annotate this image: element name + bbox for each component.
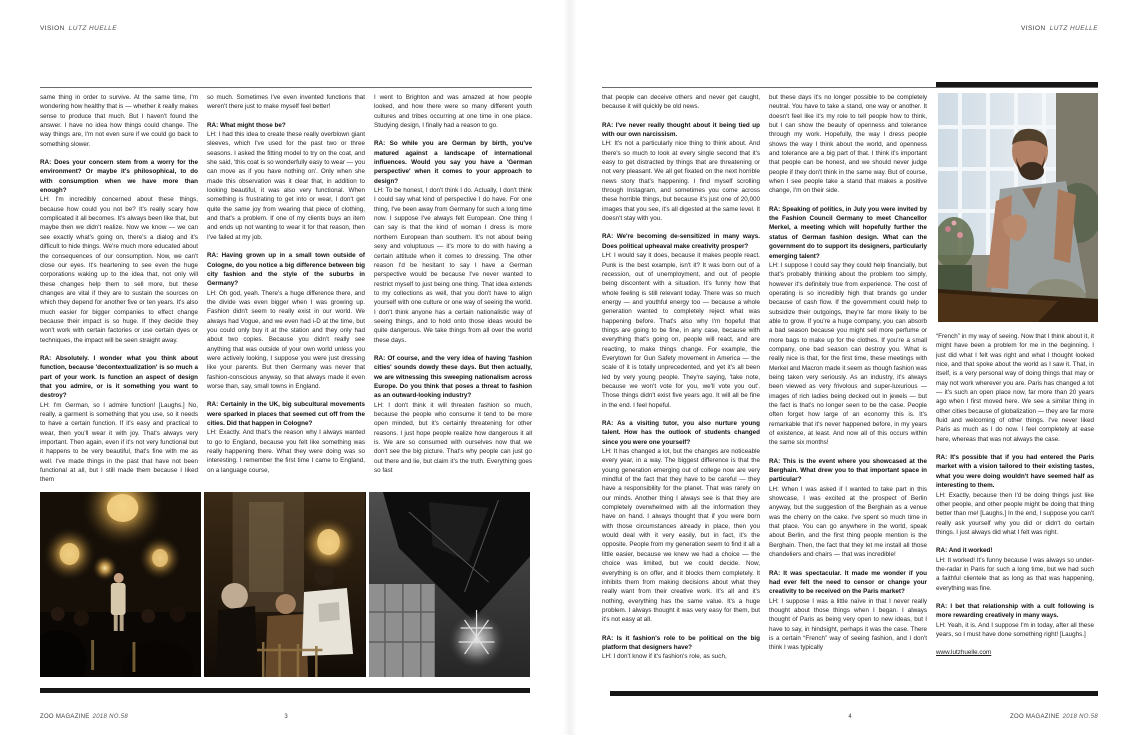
interview-question: RA: And it worked! bbox=[936, 547, 993, 555]
page-left bbox=[40, 0, 532, 735]
interview-question: RA: I've never really thought about it being tied up with our own narcissism. bbox=[602, 121, 760, 139]
interview-question: RA: It's possible that if you had entered the Paris market with a vision tailored to their existing tastes, what you were doing wouldn't have seemed half as interesting to them. bbox=[936, 454, 1094, 490]
magazine-name: ZOO MAGAZINE 2018 NO.58 bbox=[1010, 714, 1098, 720]
interview-question: RA: This is the event where you showcased at the Berghain. What drew you to that important space in particular? bbox=[769, 457, 927, 484]
interview-answer: LH: I suppose I was a little naïve in that I never really thought about those things when I began. I always thought of Paris as being very open to new ideas, but I have to say, in hindsight, perhaps it was the case. There is a certain “French” way of seeing fashion, and I don't think I was typically bbox=[769, 597, 927, 652]
article-columns-left bbox=[40, 93, 532, 488]
interview-question: RA: It was spectacular. It made me wonder if you had ever felt the need to censor or change your creativity to be received on the Paris market? bbox=[769, 569, 927, 596]
interview-question: RA: Is it fashion's role to be political on the big platform that designers have? bbox=[602, 634, 760, 651]
text-column-1 bbox=[40, 93, 198, 488]
interview-question: RA: So while you are German by birth, you've matured against a landscape of international influences. Would you say you have a 'German perspective' when it comes to your approach to design? bbox=[374, 140, 532, 185]
interview-question: RA: Absolutely. I wonder what you think about function, because 'decontextualization' is so much a part of your work. Is function an aspect of design that you admire, or is it something you want to destroy? bbox=[40, 354, 198, 400]
interview-question: RA: Certainly in the UK, big subcultural movements were sparked in places that seemed cut off from the cities. Did that happen in Cologne? bbox=[207, 401, 365, 427]
page-gutter bbox=[563, 0, 577, 735]
interview-answer: LH: Yeah, it is. And I suppose I'm in today, after all these years, so I must have done something right! [Laughs.] bbox=[936, 621, 1094, 638]
photo-strip bbox=[40, 492, 530, 677]
interview-question: RA: Does your concern stem from a worry for the environment? Or maybe it's philosophical, to do with consumption when we have more than enough? bbox=[40, 159, 198, 195]
interview-question: RA: We're becoming de-sensitized in many ways. Does political upheaval make creativity prosper? bbox=[602, 233, 760, 250]
website-link[interactable]: www.lutzhuelle.com bbox=[936, 649, 992, 657]
interview-question: RA: Of course, and the very idea of having 'fashion cities' sounds dowdy these days. But then actually, we are witnessing this sweeping nationalism across Europe. Do you think that poses a threat to fashion as an outward-looking industry? bbox=[374, 354, 532, 400]
runway-show-chandeliers-photo bbox=[40, 492, 201, 677]
interview-answer: so much. Sometimes I've even invented functions that weren't there just to make myself feel better! bbox=[207, 94, 365, 111]
subject-name: LUTZ HUELLE bbox=[68, 25, 118, 32]
interview-answer: LH: Oh god, yeah. There's a huge difference there, and the divide was even bigger when I was growing up. Fashion didn't seem to really exist in our world. We always had Vogue, and we even had i-D at the time, but you could only buy it at the station and they only had about two copies. Because you didn't really see anything that was outside of your own world unless you were actively looking, I suppose you were just dressing like your parents. But then Germany was never that fashion-conscious anyway, so that always made it even worse than, say, small towns in England. bbox=[207, 289, 365, 390]
interview-answer: LH: I had this idea to create these really overblown giant sleeves, which I've used for the past two or three seasons. I asked the fitting model to try on the coat, and she said, 'this coat is so wonderfully easy to wear — you can move as if you have nothing on'. Only when she made this observation was it clear that, in addition to looking beautiful, it was also very functional. When something is frustrating to get into or wear, I don't get quite the same joy from wearing that piece of clothing, and that's a problem. If one of my clients buys an item and ends up not wanting to wear it for that reason, then I've failed at my job. bbox=[207, 131, 365, 241]
subject-name: LUTZ HUELLE bbox=[1049, 25, 1098, 32]
page-right bbox=[602, 0, 1098, 735]
top-rule bbox=[40, 87, 532, 88]
interview-answer: LH: I would say it does, because it makes people react. Punk is the best example, isn't it? It was born out of a recession, out of unemployment, and out of people being discontent with a situation. It's funny how that whole feeling is still relevant today. There was so much energy — and youthful energy too — because a whole generation wanted to completely reject what was happening before. That's also why I'm hopeful that things are going to be fine, in any case, because with everything that's going on, people will react, and are reacting, to make things change. For example, the Everytown for Gun Safety movement in America — the scale of it is totally unprecedented, and yet it's all been led by very young people. They're saying, 'take note, because we won't vote for you, we'll vote you out'. Those things didn't exist five years ago. It will all be fine in the end. I feel hopeful. bbox=[602, 252, 760, 409]
magazine-name: ZOO MAGAZINE 2018 NO.58 bbox=[40, 714, 128, 720]
interview-answer: I went to Brighton and was amazed at how people looked, and how there were so many different youth cultures and tribes occurring at one time in one place. Studying design, I finally had a reason to go. bbox=[374, 94, 532, 130]
interview-answer: LH: When I was asked if I wanted to take part in this showcase, I was excited at the prospect of Berlin anyway, but the suggestion of the Berghain as a venue was the cherry on the cake. I've spent so much time in that place. You can go anywhere in the world, speak about Berlin, and the first thing people mention is the Berghain. Then, the fact that they let me install all those chandeliers and chairs — that was incredible! bbox=[769, 485, 927, 559]
issue-number: 2018 NO.58 bbox=[92, 714, 128, 720]
interview-answer: LH: Exactly. And that's the reason why I always wanted to go to England, because you felt like something was really happening there. What they were doing was so interesting. I remember the first time I came to England, on a language course, bbox=[207, 429, 365, 474]
section-label: VISION bbox=[1020, 25, 1046, 32]
top-rule bbox=[602, 87, 1098, 88]
text-column-2 bbox=[769, 93, 927, 678]
text-column-1 bbox=[602, 93, 760, 678]
photo-top-rule bbox=[936, 82, 1098, 87]
bottom-rule bbox=[610, 691, 1098, 696]
page-footer bbox=[40, 714, 532, 726]
interview-question: RA: I bet that relationship with a cult following is more rewarding creatively in many ways. bbox=[936, 602, 1094, 620]
page-number: 4 bbox=[848, 714, 852, 720]
interview-question: RA: As a visiting tutor, you also nurture young talent. How has the outlook of students changed since you were one yourself? bbox=[602, 420, 760, 446]
interview-answer: LH: I'm incredibly concerned about these things, because how could you not be? It's really scary how complicated it all becomes. It's always been like that, but maybe then we didn't realize. Now we know — we can see exactly what's going on, there's a dialog and it's difficult to hide things. We're much more educated about the consequences of our consumption. Now, we can't close our eyes. It's heartening to see even the huge corporations waking up to the idea that, not only will these changes help them to sell more, but these changes are vital if they are to sustain the sources on which they depend for another five or ten years. It's also much easier for bigger companies to effect change because their impact is so huge. If they decide they won't work with certain factories or use certain dyes or techniques, the impact will be seen straight away. bbox=[40, 196, 198, 344]
interview-question: RA: Having grown up in a small town outside of Cologne, do you notice a big difference between big city fashion and the style of the suburbs in Germany? bbox=[207, 252, 365, 288]
interview-answer: same thing in order to survive. At the same time, I'm wondering how healthy that is — whether it really makes sense to produce that much. But I haven't found the answer. I have no idea how things could change. The way things are, I'm not even sure if we could go back to something slower. bbox=[40, 94, 198, 148]
interview-answer: LH: It worked! It's funny because I was always so under-the-radar in Paris for such a long time, but we had such a faithful clientele that as long as that was happening, everything was fine. bbox=[936, 556, 1094, 592]
text-column-2 bbox=[207, 93, 365, 488]
text-column-3 bbox=[374, 93, 532, 488]
interview-answer: that people can deceive others and never get caught, because it will quickly be old news. bbox=[602, 94, 760, 111]
interview-question: RA: What might those be? bbox=[207, 121, 286, 129]
interview-answer: LH: I'm German, so I admire function! [Laughs.] No, really, a garment is something that you use, so it needs to have a certain function. If it's easy and practical to wear, then you'll wear it with joy. That's always very important. Then again, even if it's not very functional but it happens to be very beautiful, that's fine with me as well. I've made things in the past that have not been functional at all, but I still made them because I liked them bbox=[40, 401, 198, 484]
section-label: VISION bbox=[40, 25, 65, 32]
page-footer bbox=[602, 714, 1098, 726]
interview-answer: LH: I don't know if it's fashion's role, as such, bbox=[602, 653, 727, 661]
audience-conversation-photo bbox=[204, 492, 365, 677]
interior-blackwhite-photo bbox=[369, 492, 530, 677]
page-header bbox=[40, 25, 532, 32]
page-number: 3 bbox=[284, 714, 288, 720]
issue-number: 2018 NO.58 bbox=[1062, 714, 1098, 720]
page-header bbox=[602, 25, 1098, 32]
bottom-rule bbox=[40, 688, 530, 693]
interview-answer: LH: I suppose I could say they could help financially, but that's probably thinking about the problem too simply, however it's definitely true from experience. The cost of operating is so incredibly high that brands go under because of cash flow. If the government could help to subsidize their outgoings, they're far more likely to be able to grow. If you're a huge company, you can absorb a bad season because you might sell more perfume or more bags to make up for the clothes. If you're a small company, one bad season can destroy you. What is really nice is that, for the first time, these meetings with Merkel and Macron made it seem as though fashion was being taken very seriously. As an industry, it's always been viewed as very frivolous and super-luxurious — images of rich ladies being decked out in jewels — but the fact is that's no longer seen to be the case. People often forget how large of an economy this is. It's remarkable that it's never happened before, in my years of existence, at least. And now all of this occurs within the same six months! bbox=[769, 261, 927, 447]
interview-answer: “French” in my way of seeing. Now that I think about it, it might have been a problem for me in the beginning. I just did what I felt was right and what I thought looked nice, and that spoke about the world as I saw it. That, in itself, is a very personal way of doing things that may or may not work wherever you are. Paris has changed a lot — it's such an open place now, far more than 20 years ago when I first moved here. We see a similar thing in other cities because of globalization — they are far more fluid and welcoming of other things. I've never liked Paris as much as I do now. I feel completely at ease here, whereas that was not always the case. bbox=[936, 333, 1094, 443]
text-column-3 bbox=[936, 93, 1094, 678]
interview-answer: LH: To be honest, I don't think I do. Actually, I don't think I could say what kind of perspective I do have. For one thing, I've been away from Germany for such a long time now. I suppose I've always felt European. One thing I can say is that the kind of woman I dress is more northern European than southern. It's not about being sexy and voluptuous — it's more to do with having a certain attitude when it comes to dressing. The other reason I'd be hesitant to say I have a German perspective would be because I've never wanted to restrict myself to just being one thing. That idea extends to my collections as well, that you don't have to align yourself with one culture or one way of seeing the world. I don't think anyone has a certain nationalistic way of seeing things, and to hold onto those ideas would be quite dangerous. We take things from all over the world these days. bbox=[374, 187, 532, 344]
article-columns-right bbox=[602, 93, 1094, 678]
interview-question: RA: Speaking of politics, in July you were invited by the Fashion Council Germany to meet Chancellor Merkel, a meeting which will hopefully further the status of German fashion design. What can the government do to support its designers, particularly emerging talent? bbox=[769, 205, 927, 260]
interview-answer: LH: It has changed a lot, but the changes are noticeable every year, in a way. The biggest difference is that the young generation emerging out of college now are very mindful of the fact that they have to be careful — they have a responsibility for the planet. That was rarely on our minds. Another thing I always see is that they are completely overwhelmed with all the information they have on hand. I always thought that if you were born with those circumstances already in place, then you would deal with it very easily, but in fact, it's the opposite. People from my generation seem to find it all a little easier, because we knew we had a choice — the choice was limited, but we could decide. Now, everything is on offer, and it blocks them completely. It inhibits them from making decisions about what they really want from their creative work. It's all and it's nothing, everything has the same value. It's a huge problem. I always thought it was very easy for them, but it's not easy at all. bbox=[602, 448, 760, 624]
interview-answer: LH: Exactly, because then I'd be doing things just like other people, and other people might be doing that thing better than me! [Laughs.] In the end, I suppose you can't really ask yourself why you did or didn't do certain things. I just always did what I felt was right. bbox=[936, 491, 1094, 536]
interview-answer: LH: It's not a particularly nice thing to think about. And there's so much to look at every single second that it's easy to get distracted by things that are threatening or not very pleasant. We all get fixated on the next horrible news story that's happening. I find myself scrolling through Instagram, and sometimes you come across these horrible things, but because it's just one of 20,000 images that you see, it's all digested at the same level. It doesn't stay with you. bbox=[602, 140, 760, 223]
interview-answer: LH: I don't think it will threaten fashion so much, because the people who consume it tend to be more open minded, but it's certainly threatening for other reasons. I just hope people realize how dangerous it all is. We are so consumed with ourselves now that we don't see the big picture. That's why people can just go out there and lie, but claim it's the truth. Everything goes so fast bbox=[374, 401, 532, 475]
interview-answer: but these days it's no longer possible to be completely neutral. You have to take a stand, one way or another. It doesn't feel like it's my role to tell people how to think, but I can show the beauty of openness and tolerance through my work. Hopefully, the way I dress people shows the way I think about the world, and openness and tolerance are a big part of that. I think it's important that people can be honest, and we should never judge people if they don't think in the same way. But of course, when I see people take a stand that makes a positive change, I'm on their side. bbox=[769, 94, 927, 195]
